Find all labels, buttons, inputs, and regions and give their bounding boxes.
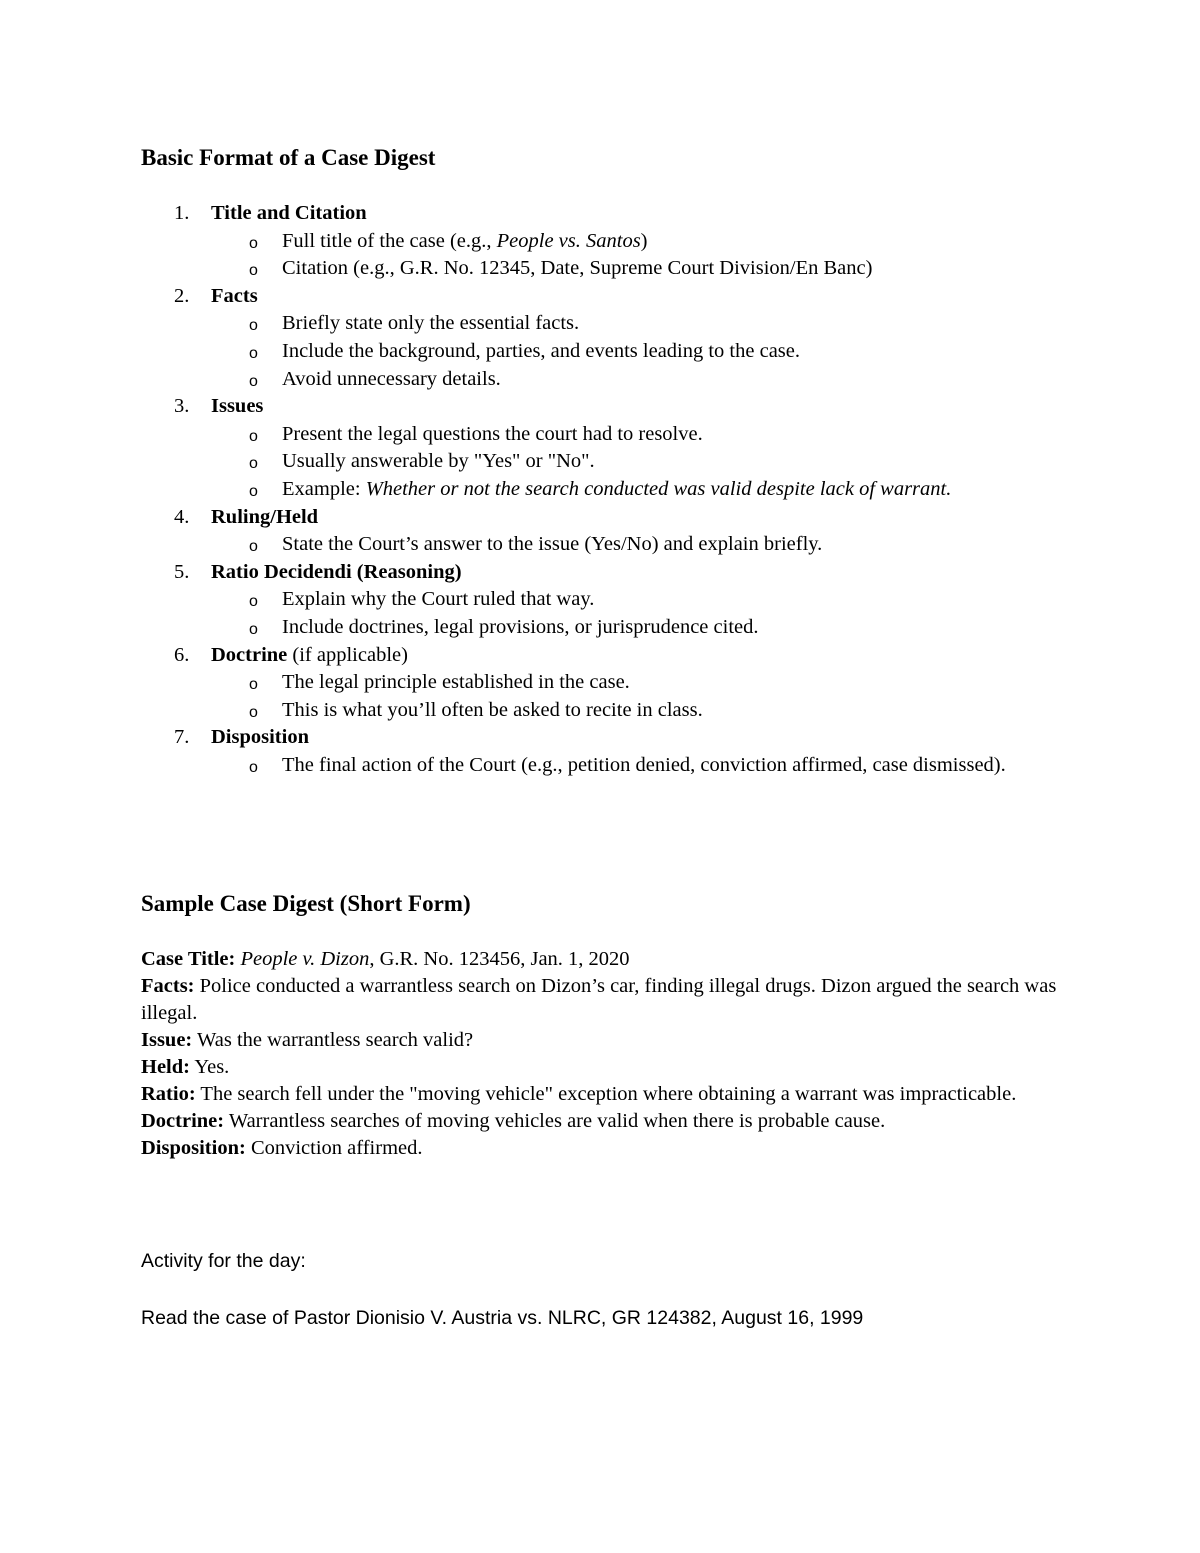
- outline-subitem-text: Explain why the Court ruled that way.: [282, 588, 595, 611]
- digest-value: Conviction affirmed.: [250, 1137, 423, 1159]
- italic-case-name: People vs. Santos: [496, 229, 641, 252]
- section-title-basic-format: Basic Format of a Case Digest: [141, 145, 436, 170]
- outline-subitem: [211, 752, 1081, 780]
- outline-sublist: [211, 669, 1081, 724]
- outline-item-doctrine: [141, 642, 1081, 725]
- circle-bullet-icon: o: [249, 620, 258, 638]
- outline-subitem-text: State the Court’s answer to the issue (Yes/No) and explain briefly.: [282, 533, 823, 556]
- digest-value: Was the warrantless search valid?: [197, 1029, 474, 1051]
- outline-subitem: [211, 421, 1081, 449]
- digest-value: Police conducted a warrantless search on Dizon’s car, finding illegal drugs. Dizon argued the search was illegal.: [141, 975, 1057, 1024]
- digest-disposition: [141, 1135, 1071, 1162]
- outline-subitem: [211, 614, 1081, 642]
- digest-label: Disposition:: [141, 1137, 246, 1159]
- outline-number: 5.: [174, 560, 190, 583]
- outline-subitem-text: Present the legal questions the court had to resolve.: [282, 422, 703, 445]
- outline-subitem: [211, 448, 1081, 476]
- digest-ratio: [141, 1081, 1071, 1108]
- circle-bullet-icon: o: [249, 703, 258, 721]
- outline-subitem: [211, 338, 1081, 366]
- section-title-sample-digest: Sample Case Digest (Short Form): [141, 891, 471, 916]
- digest-facts: [141, 973, 1071, 1027]
- circle-bullet-icon: o: [249, 538, 258, 556]
- digest-value: The search fell under the "moving vehicle" exception where obtaining a warrant was impracticable.: [200, 1083, 1017, 1105]
- outline-heading: Issues: [211, 395, 264, 418]
- outline-heading: Ruling/Held: [211, 505, 319, 528]
- outline-subitem: [211, 669, 1081, 697]
- circle-bullet-icon: o: [249, 262, 258, 280]
- digest-case-title: [141, 946, 1071, 973]
- circle-bullet-icon: o: [249, 317, 258, 335]
- digest-value: , G.R. No. 123456, Jan. 1, 2020: [369, 948, 630, 970]
- digest-label: Held:: [141, 1056, 190, 1078]
- outline-subitem-text: Include the background, parties, and events leading to the case.: [282, 339, 801, 362]
- outline-subitem-text: Usually answerable by "Yes" or "No".: [282, 450, 595, 473]
- digest-held: [141, 1054, 1071, 1081]
- circle-bullet-icon: o: [249, 758, 258, 776]
- outline-number: 3.: [174, 395, 190, 418]
- circle-bullet-icon: o: [249, 593, 258, 611]
- outline-subitem-text: This is what you’ll often be asked to recite in class.: [282, 698, 703, 721]
- outline-item-disposition: [141, 724, 1081, 779]
- outline-heading-note: (if applicable): [287, 643, 408, 666]
- digest-doctrine: [141, 1108, 1071, 1135]
- circle-bullet-icon: o: [249, 676, 258, 694]
- outline-subitem-text: Briefly state only the essential facts.: [282, 312, 580, 335]
- outline-number: 6.: [174, 643, 190, 666]
- outline-number: 4.: [174, 505, 190, 528]
- digest-label: Doctrine:: [141, 1110, 225, 1132]
- circle-bullet-icon: o: [249, 344, 258, 362]
- outline-subitem: [211, 366, 1081, 394]
- circle-bullet-icon: o: [249, 234, 258, 252]
- outline-heading: Doctrine: [211, 643, 288, 666]
- circle-bullet-icon: o: [249, 455, 258, 473]
- outline-sublist: [211, 531, 1081, 559]
- outline-subitem: [211, 531, 1081, 559]
- outline-item-facts: [141, 283, 1081, 393]
- italic-example: Whether or not the search conducted was valid despite lack of warrant.: [365, 477, 952, 500]
- outline-sublist: [211, 228, 1081, 283]
- outline-subitem-text: Include doctrines, legal provisions, or jurisprudence cited.: [282, 615, 759, 638]
- outline-heading: Facts: [211, 284, 258, 307]
- sample-case-digest: [141, 946, 1071, 1162]
- outline-item-issues: [141, 393, 1081, 503]
- digest-case-name: People v. Dizon: [240, 948, 370, 970]
- digest-value: Warrantless searches of moving vehicles are valid when there is probable cause.: [228, 1110, 886, 1132]
- activity-instruction: Read the case of Pastor Dionisio V. Austria vs. NLRC, GR 124382, August 16, 1999: [141, 1307, 864, 1329]
- digest-issue: [141, 1027, 1071, 1054]
- outline-subitem: [211, 476, 1081, 504]
- text-run: Example:: [282, 477, 366, 500]
- outline-heading: Disposition: [211, 726, 309, 749]
- outline-sublist: [211, 310, 1081, 393]
- outline-number: 7.: [174, 726, 190, 749]
- outline-sublist: [211, 421, 1081, 504]
- text-run: Full title of the case (e.g.,: [282, 229, 497, 252]
- outline-subitem-text: The final action of the Court (e.g., petition denied, conviction affirmed, case dismissed).: [282, 753, 1006, 776]
- outline-subitem-text: Citation (e.g., G.R. No. 12345, Date, Supreme Court Division/En Banc): [282, 257, 873, 280]
- outline-subitem: [211, 255, 1081, 283]
- outline-subitem: [211, 586, 1081, 614]
- digest-label: Facts:: [141, 975, 195, 997]
- text-run: ): [640, 229, 648, 252]
- digest-value: Yes.: [194, 1056, 230, 1078]
- outline-subitem-text: The legal principle established in the case.: [282, 671, 630, 694]
- case-digest-outline: [141, 200, 1081, 779]
- outline-subitem: [211, 228, 1081, 256]
- outline-number: 1.: [174, 202, 190, 224]
- outline-number: 2.: [174, 284, 190, 307]
- outline-subitem: [211, 310, 1081, 338]
- outline-subitem-text: Avoid unnecessary details.: [282, 367, 501, 390]
- outline-subitem-text: [282, 476, 1032, 504]
- outline-heading: Ratio Decidendi (Reasoning): [211, 560, 462, 583]
- digest-label: Case Title:: [141, 948, 236, 970]
- outline-subitem-text: [282, 228, 1032, 256]
- outline-item-ratio: [141, 559, 1081, 642]
- circle-bullet-icon: o: [249, 372, 258, 390]
- outline-sublist: [211, 586, 1081, 641]
- outline-sublist: [211, 752, 1081, 780]
- circle-bullet-icon: o: [249, 482, 258, 500]
- outline-item-title-citation: [141, 200, 1081, 283]
- digest-label: Ratio:: [141, 1083, 196, 1105]
- digest-label: Issue:: [141, 1029, 193, 1051]
- outline-heading: Title and Citation: [211, 202, 367, 224]
- activity-heading: Activity for the day:: [141, 1250, 306, 1272]
- circle-bullet-icon: o: [249, 427, 258, 445]
- outline-subitem: [211, 697, 1081, 725]
- outline-item-ruling: [141, 504, 1081, 559]
